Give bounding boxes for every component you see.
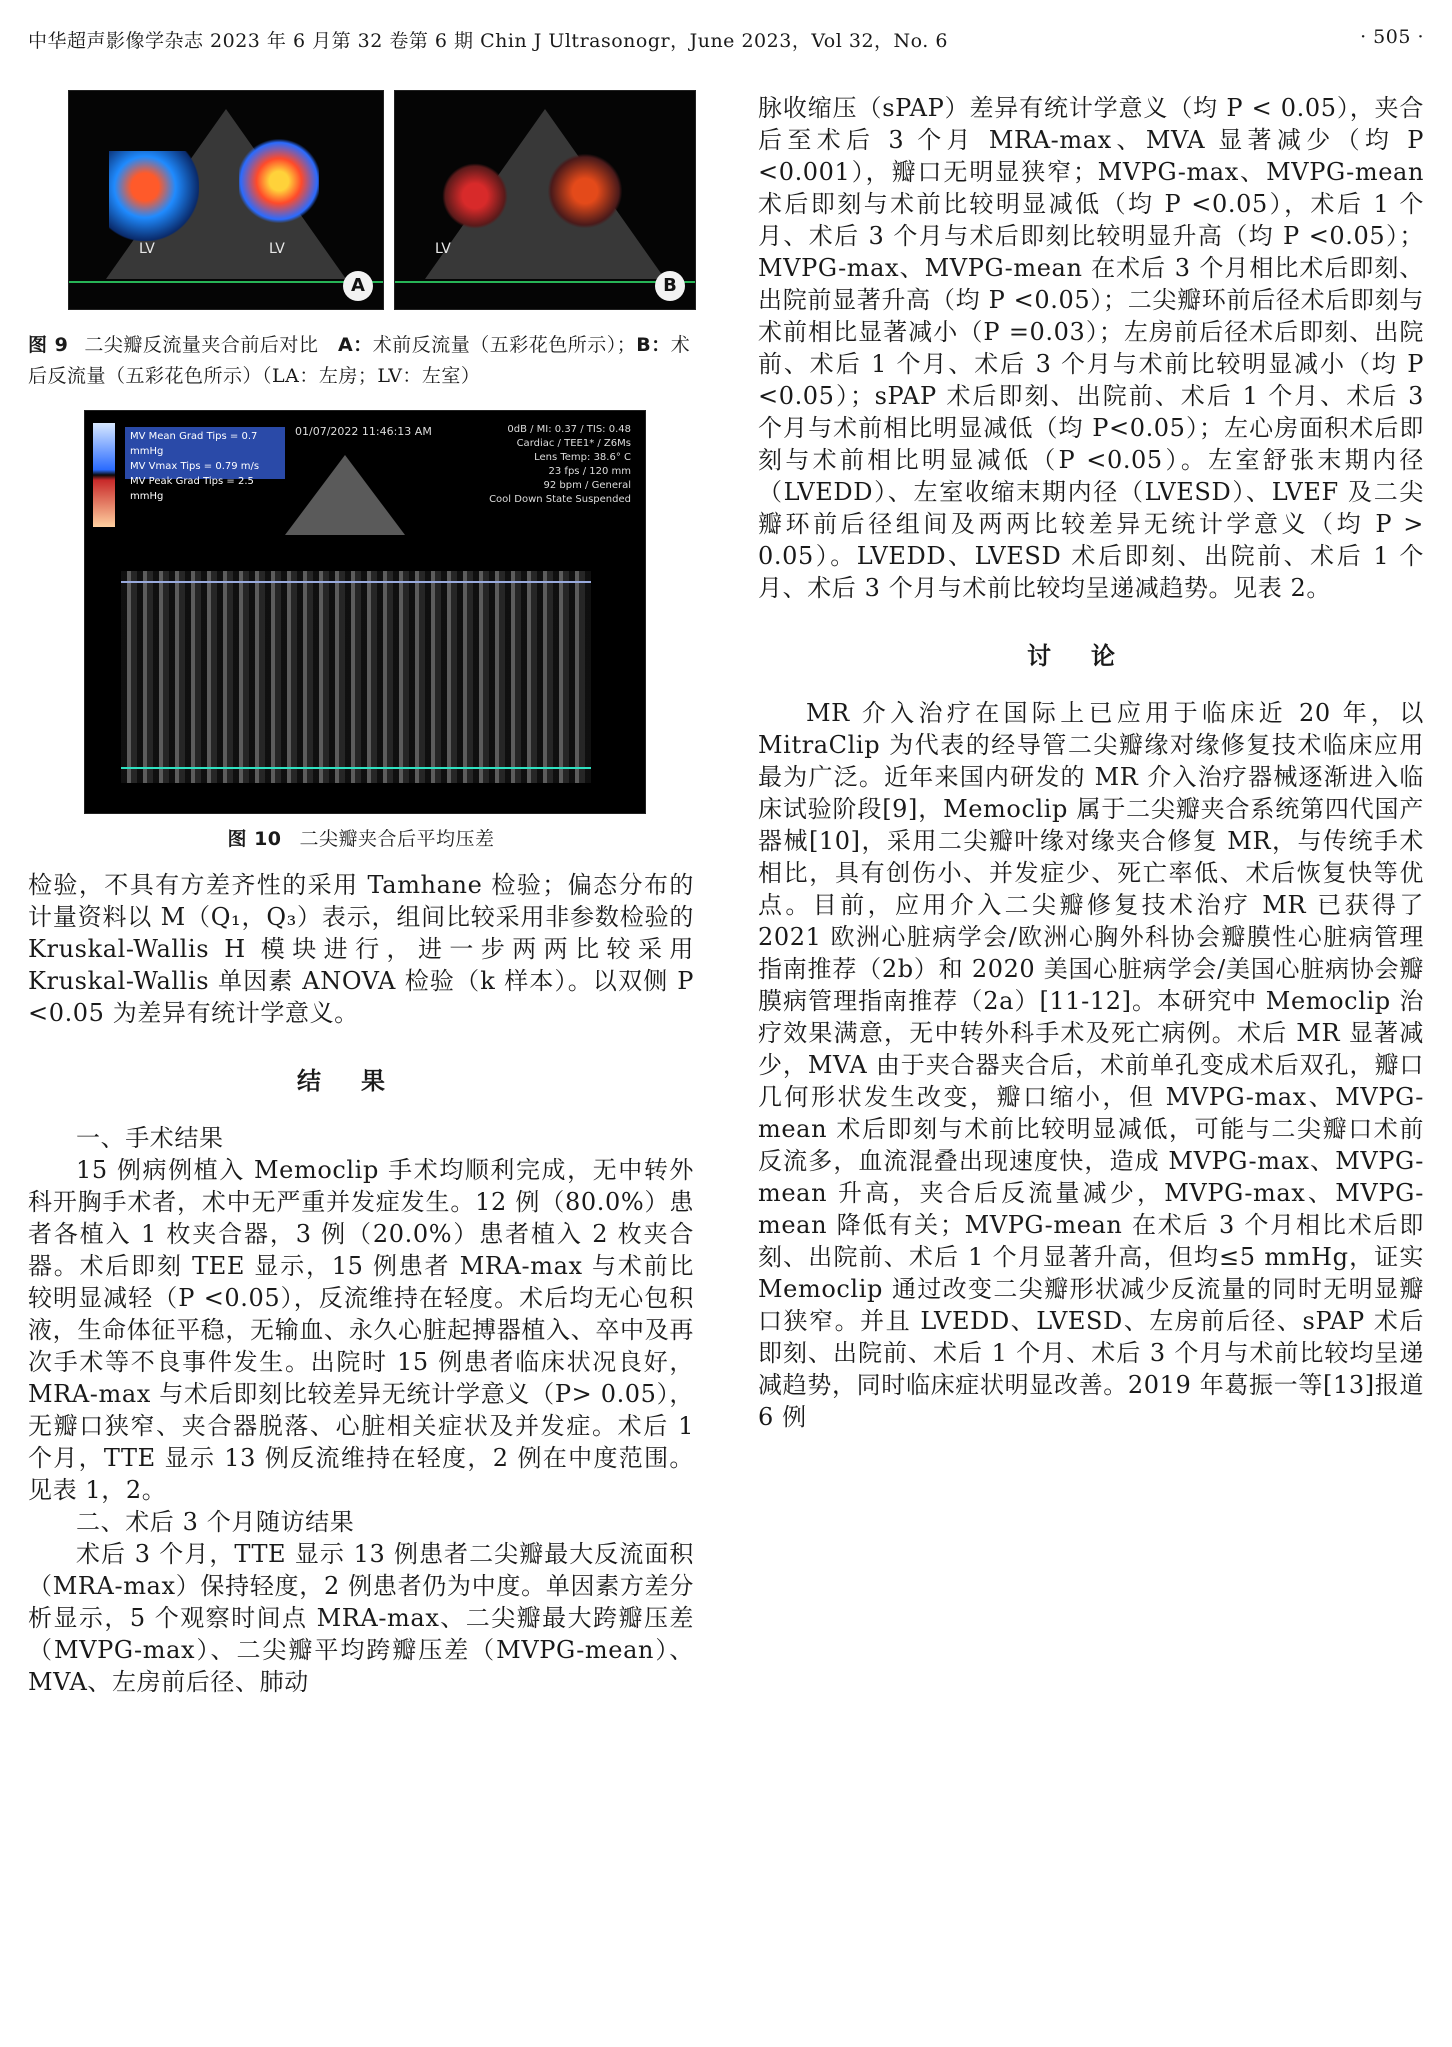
paragraph: 检验，不具有方差齐性的采用 Tamhane 检验；偏态分布的计量资料以 M（Q₁，Q₃）表示，组间比较采用非参数检验的 Kruskal-Wallis H 模块进行，进一步两两比较采用 Kruskal-Wallis 单因素 ANOVA 检验（k 样本）。以双侧 P <0.05 为差异有统计学意义。	[28, 871, 694, 1027]
measurement-line: MV Vmax Tips = 0.79 m/s	[130, 461, 260, 472]
color-scale-bar	[93, 423, 115, 527]
subheading: 一、手术结果	[76, 1124, 224, 1152]
color-flow-jet	[239, 131, 319, 231]
lv-label: LV	[139, 241, 155, 257]
info-line: 0dB / MI: 0.37 / TIS: 0.48	[507, 424, 631, 435]
subheading: 二、术后 3 个月随访结果	[76, 1508, 355, 1536]
paragraph: 脉收缩压（sPAP）差异有统计学意义（均 P < 0.05），夹合后至术后 3 个月 MRA-max、MVA 显著减少（均 P <0.001），瓣口无明显狭窄；MVPG-max、MVPG-mean 术后即刻与术前比较明显减低（均 P <0.05），术后 1 个月、术后 3 个月与术后即刻比较明显升高（均 P <0.05）；MVPG-max、MVPG-mean 在术后 3 个月相比术后即刻、出院前显著升高（均 P <0.05）；二尖瓣环前后径术后即刻与术前相比显著减小（P =0.03）；左房前后径术后即刻、出院前、术后 1 个月、术后 3 个月与术前比较明显减小（均 P <0.05）；sPAP 术后即刻、出院前、术后 1 个月、术后 3 个月与术前相比明显减低（均 P<0.05）；左心房面积术后即刻与术前相比明显减低（P <0.05）。左室舒张末期内径（LVEDD）、左室收缩末期内径（LVESD）、LVEF 及二尖瓣环前后径组间及两两比较差异无统计学意义（均 P > 0.05）。LVEDD、LVESD 术后即刻、出院前、术后 1 个月、术后 3 个月与术前比较均呈递减趋势。见表 2。	[758, 94, 1424, 602]
ecg-trace	[121, 767, 591, 769]
figure-10-caption	[28, 824, 694, 851]
machine-info	[489, 423, 631, 507]
caption-text-b: 术后反流量（五彩花色所示）（LA：左房；LV：左室）	[28, 334, 691, 387]
page-number: · 505 ·	[1360, 26, 1424, 48]
caption-text: 二尖瓣夹合后平均压差	[299, 828, 495, 850]
figure-9-panel-a	[68, 90, 384, 310]
figure-number: 图 10	[227, 828, 282, 850]
caption-tag-a: A：	[337, 334, 373, 356]
section-heading-discussion: 讨论	[1027, 642, 1155, 670]
lv-label: LV	[269, 241, 285, 257]
doppler-spectrum	[121, 571, 591, 783]
doppler-baseline	[121, 581, 591, 583]
color-flow-jet	[440, 161, 510, 231]
panel-badge-a: A	[343, 271, 373, 301]
measurement-line: MV Mean Grad Tips = 0.7 mmHg	[130, 431, 258, 457]
figure-9-panel-b	[394, 90, 696, 310]
paragraph: MR 介入治疗在国际上已应用于临床近 20 年，以 MitraClip 为代表的经导管二尖瓣缘对缘修复技术临床应用最为广泛。近年来国内研发的 MR 介入治疗器械逐渐进入临床试验阶段[9]，Memoclip 属于二尖瓣夹合系统第四代国产器械[10]，采用二尖瓣叶缘对缘夹合修复 MR，与传统手术相比，具有创伤小、并发症少、死亡率低、术后恢复快等优点。目前，应用介入二尖瓣修复技术治疗 MR 已获得了 2021 欧洲心脏病学会/欧洲心胸外科协会瓣膜性心脏病管理指南推荐（2b）和 2020 美国心脏病学会/美国心脏病协会瓣膜病管理指南推荐（2a）[11-12]。本研究中 Memoclip 治疗效果满意，无中转外科手术及死亡病例。术后 MR 显著减少，MVA 由于夹合器夹合后，术前单孔变成术后双孔，瓣口几何形状发生改变，瓣口缩小，但 MVPG-max、MVPG-mean 术后即刻与术前比较明显减低，可能与二尖瓣口术前反流多，血流混叠出现速度快，造成 MVPG-max、MVPG-mean 升高，夹合后反流量减少，MVPG-max、MVPG-mean 降低有关；MVPG-mean 在术后 3 个月相比术后即刻、出院前、术后 1 个月显著升高，但均≤5 mmHg，证实 Memoclip 通过改变二尖瓣形状减少反流量的同时无明显瓣口狭窄。并且 LVEDD、LVESD、左房前后径、sPAP 术后即刻、出院前、术后 1 个月、术后 3 个月与术前比较均呈递减趋势，同时临床症状明显改善。2019 年葛振一等[13]报道 6 例	[758, 699, 1424, 1431]
panel-badge-b: B	[655, 271, 685, 301]
caption-title: 二尖瓣反流量夹合前后对比	[84, 334, 319, 356]
left-column	[28, 90, 694, 1698]
right-column	[758, 92, 1424, 1433]
paragraph: 15 例病例植入 Memoclip 手术均顺利完成，无中转外科开胸手术者，术中无严重并发症发生。12 例（80.0%）患者各植入 1 枚夹合器，3 例（20.0%）患者植入 2 枚夹合器。术后即刻 TEE 显示，15 例患者 MRA-max 与术前比较明显减轻（P <0.05），反流维持在轻度。术后均无心包积液，生命体征平稳，无输血、永久心脏起搏器植入、卒中及再次手术等不良事件发生。出院时 15 例患者临床状况良好，MRA-max 与术后即刻比较差异无统计学意义（P> 0.05），无瓣口狭窄、夹合器脱落、心脏相关症状及并发症。术后 1 个月，TTE 显示 13 例反流维持在轻度，2 例在中度范围。见表 1，2。	[28, 1156, 694, 1504]
running-header	[28, 22, 1424, 56]
figure-10	[84, 410, 646, 814]
paragraph: 术后 3 个月，TTE 显示 13 例患者二尖瓣最大反流面积（MRA-max）保持轻度，2 例患者仍为中度。单因素方差分析显示，5 个观察时间点 MRA-max、二尖瓣最大跨瓣压差（MVPG-max）、二尖瓣平均跨瓣压差（MVPG-mean）、MVA、左房前后径、肺动	[28, 1540, 694, 1696]
ecg-trace	[395, 259, 695, 283]
measurement-box	[125, 427, 285, 502]
info-line: Lens Temp: 38.6° C	[534, 452, 631, 463]
ecg-trace	[69, 259, 383, 283]
section-heading-results: 结果	[297, 1067, 425, 1095]
info-line: Cool Down State Suspended	[489, 494, 631, 505]
figure-number: 图 9	[28, 334, 69, 356]
info-line: Cardiac / TEE1* / Z6Ms	[516, 438, 631, 449]
figure-9	[28, 90, 694, 318]
measurement-line: MV Peak Grad Tips = 2.5 mmHg	[130, 476, 254, 502]
lv-label: LV	[435, 241, 451, 257]
info-line: 23 fps / 120 mm	[548, 466, 631, 477]
color-flow-jet	[109, 151, 199, 241]
journal-citation: 中华超声影像学杂志 2023 年 6 月第 32 卷第 6 期 Chin J Ultrasonogr，June 2023，Vol 32，No. 6	[28, 30, 948, 52]
figure-9-caption	[28, 330, 694, 392]
caption-text-a: 术前反流量（五彩花色所示）；	[372, 334, 637, 356]
info-line: 92 bpm / General	[543, 480, 631, 491]
color-flow-jet	[545, 151, 625, 231]
timestamp: 01/07/2022 11:46:13 AM	[295, 425, 432, 438]
caption-tag-b: B：	[636, 334, 671, 356]
echo-inset-icon	[285, 455, 405, 535]
left-body-text	[28, 869, 694, 1698]
